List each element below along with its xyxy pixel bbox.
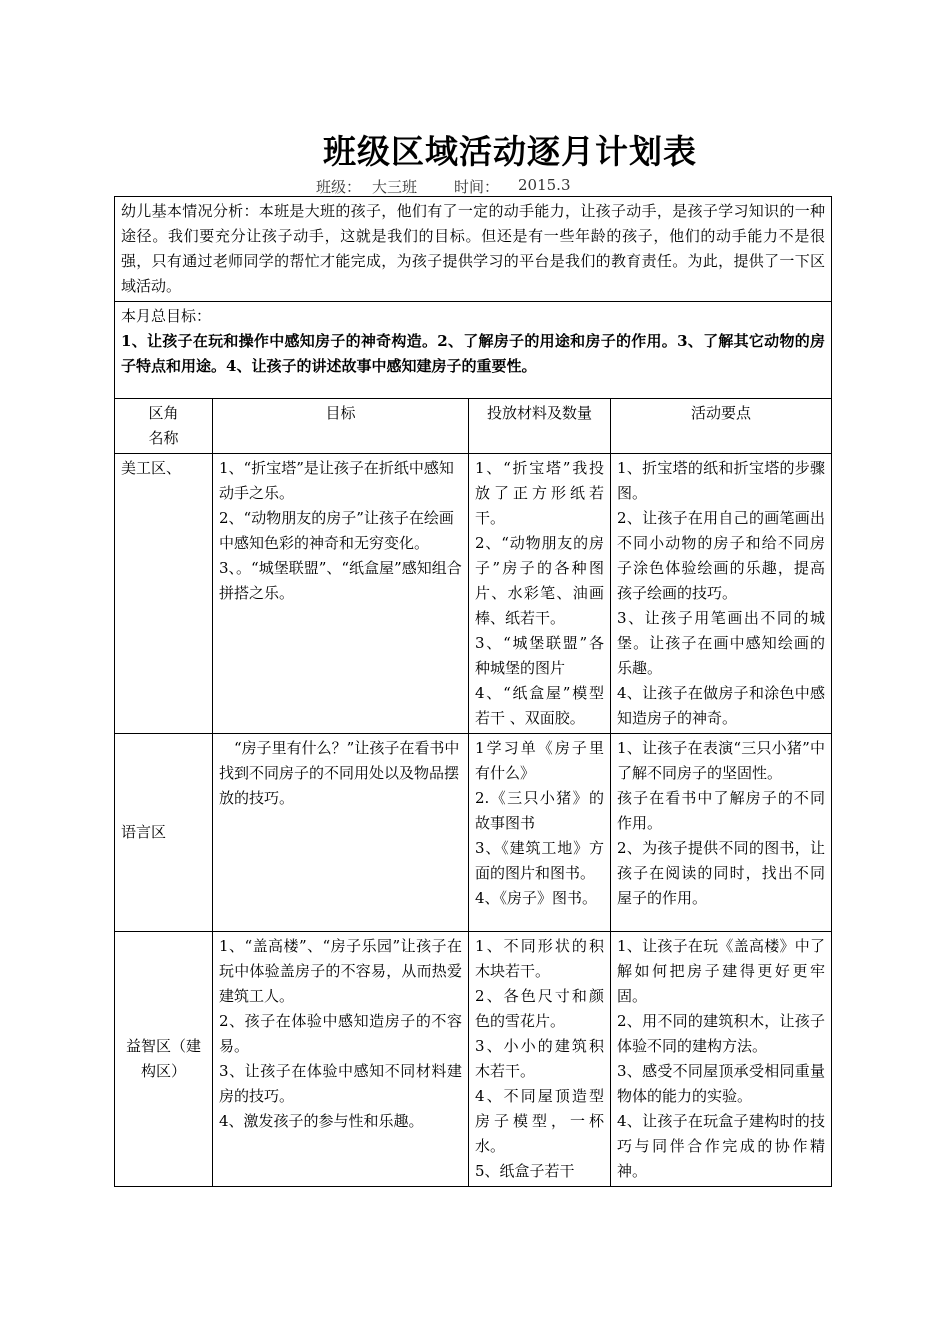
material-line: 2、各色尺寸和颜色的雪花片。 bbox=[475, 987, 604, 1030]
goal-line: 1、“盖高楼”、“房子乐园”让孩子在玩中体验盖房子的不容易，从而热爱建筑工人。 bbox=[219, 937, 462, 1005]
goal-line: “房子里有什么？”让孩子在看书中找到不同房子的不同用处以及物品摆放的技巧。 bbox=[219, 739, 460, 807]
goal-line: 4、激发孩子的参与性和乐趣。 bbox=[219, 1112, 424, 1130]
goal-line: 2、“动物朋友的房子”让孩子在绘画中感知色彩的神奇和无穷变化。 bbox=[219, 509, 454, 552]
material-line: 1学习单《房子里有什么》 bbox=[475, 739, 604, 782]
material-line: 1、“折宝塔”我投放了正方形纸若干。 bbox=[475, 459, 604, 527]
page-title: 班级区域活动逐月计划表 bbox=[323, 132, 697, 171]
table-row bbox=[115, 932, 832, 1187]
material-line: 1、不同形状的积木块若干。 bbox=[475, 937, 604, 980]
time-value: 2015.3 bbox=[518, 176, 571, 194]
material-cell bbox=[469, 734, 611, 932]
points-line: 4、让孩子在玩盒子建构时的技巧与同伴合作完成的协作精神。 bbox=[617, 1112, 826, 1180]
points-line: 3、让孩子用笔画出不同的城堡。让孩子在画中感知绘画的乐趣。 bbox=[617, 609, 826, 677]
material-line: 3、“城堡联盟”各种城堡的图片 bbox=[475, 634, 604, 677]
header-points: 活动要点 bbox=[611, 399, 832, 454]
points-line: 2、为孩子提供不同的图书，让孩子在阅读的同时，找出不同屋子的作用。 bbox=[617, 839, 826, 907]
material-line: 4、《房子》图书。 bbox=[475, 889, 598, 907]
points-cell bbox=[611, 454, 832, 734]
analysis-text: 幼儿基本情况分析：本班是大班的孩子，他们有了一定的动手能力，让孩子动手，是孩子学习知识的一种途径。我们要充分让孩子动手，这就是我们的目标。但还是有一些年龄的孩子，他们的动手能力不是很强，只有通过老师同学的帮忙才能完成，为孩子提供学习的平台是我们的教育责任。为此，提供了一下区域活动。 bbox=[121, 202, 826, 295]
material-line: 2、“动物朋友的房子”房子的各种图片、水彩笔、油画棒、纸若干。 bbox=[475, 534, 604, 627]
material-line: 3、《建筑工地》方面的图片和图书。 bbox=[475, 839, 604, 882]
area-name: 益智区（建构区） bbox=[115, 932, 213, 1187]
material-line: 3、小小的建筑积木若干。 bbox=[475, 1037, 604, 1080]
points-cell bbox=[611, 734, 832, 932]
goals-cell bbox=[115, 302, 832, 399]
material-cell bbox=[469, 454, 611, 734]
points-line: 2、用不同的建筑积木，让孩子体验不同的建构方法。 bbox=[617, 1012, 826, 1055]
points-line: 孩子在看书中了解房子的不同作用。 bbox=[617, 789, 826, 832]
points-line: 1、折宝塔的纸和折宝塔的步骤图。 bbox=[617, 459, 826, 502]
header-goal: 目标 bbox=[213, 399, 469, 454]
points-line: 4、让孩子在做房子和涂色中感知造房子的神奇。 bbox=[617, 684, 826, 727]
analysis-cell bbox=[115, 197, 832, 302]
material-line: 2.《三只小猪》的故事图书 bbox=[475, 789, 604, 832]
header-area: 区角名称 bbox=[115, 399, 213, 454]
table-row bbox=[115, 734, 832, 932]
header-material: 投放材料及数量 bbox=[469, 399, 611, 454]
table-row bbox=[115, 454, 832, 734]
material-line: 4、“纸盒屋”模型若干 、双面胶。 bbox=[475, 684, 604, 727]
goal-line: 2、孩子在体验中感知造房子的不容易。 bbox=[219, 1012, 462, 1055]
area-name: 语言区 bbox=[115, 734, 213, 932]
goal-line: 3、让孩子在体验中感知不同材料建房的技巧。 bbox=[219, 1062, 462, 1105]
points-cell bbox=[611, 932, 832, 1187]
class-value: 大三班 bbox=[372, 178, 418, 196]
goal-cell bbox=[213, 734, 469, 932]
points-line: 1、让孩子在表演“三只小猪”中了解不同房子的坚固性。 bbox=[617, 739, 826, 782]
material-line: 5、纸盒子若干 bbox=[475, 1162, 575, 1180]
time-label: 时间： bbox=[454, 178, 500, 196]
points-line: 1、让孩子在玩《盖高楼》中了解如何把房子建得更好更牢固。 bbox=[617, 937, 826, 1005]
goals-text: 1、让孩子在玩和操作中感知房子的神奇构造。2、了解房子的用途和房子的作用。3、了解其它动物的房子特点和用途。4、让孩子的讲述故事中感知建房子的重要性。 bbox=[121, 332, 826, 375]
class-label: 班级： bbox=[316, 178, 362, 196]
goal-line: 1、“折宝塔”是让孩子在折纸中感知动手之乐。 bbox=[219, 459, 454, 502]
goals-label: 本月总目标： bbox=[121, 307, 212, 325]
area-name: 美工区、 bbox=[115, 454, 213, 734]
plan-table bbox=[114, 196, 832, 1187]
points-line: 3、感受不同屋顶承受相同重量物体的能力的实验。 bbox=[617, 1062, 826, 1105]
material-line: 4、不同屋顶造型房子模型，一杯水。 bbox=[475, 1087, 604, 1155]
goal-cell bbox=[213, 454, 469, 734]
points-line: 2、让孩子在用自己的画笔画出不同小动物的房子和给不同房子涂色体验绘画的乐趣，提高孩子绘画的技巧。 bbox=[617, 509, 826, 602]
class-time-line bbox=[144, 176, 584, 197]
goal-line: 3、。“城堡联盟”、“纸盒屋”感知组合拼搭之乐。 bbox=[219, 559, 462, 602]
material-cell bbox=[469, 932, 611, 1187]
goal-cell bbox=[213, 932, 469, 1187]
